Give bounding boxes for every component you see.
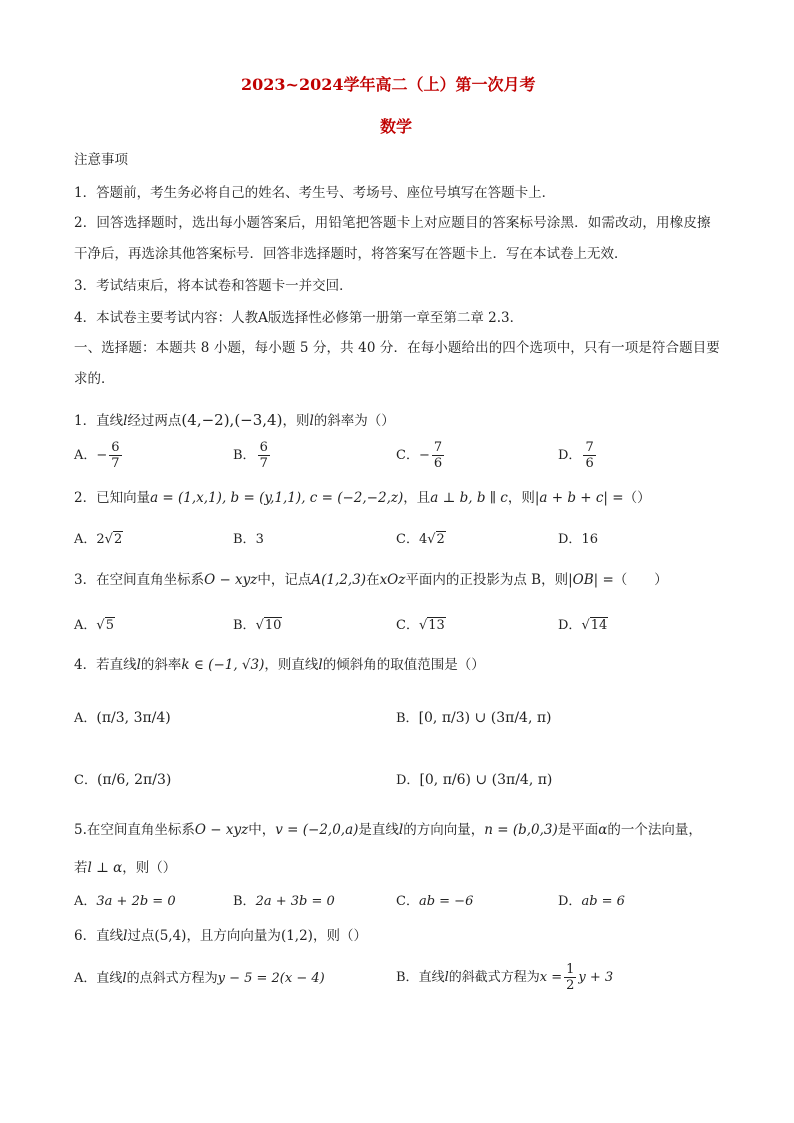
- question-3: 3．在空间直角坐标系O − xyz中，记点A(1,2,3)在xOz平面内的正投影为点 B，则|OB| =（ ）: [74, 572, 668, 588]
- q6-option-b: B．直线l的斜截式方程为x = $\frac{1}{2}$ y + 3: [396, 962, 614, 993]
- question-6: 6．直线l过点(5,4)，且方向向量为(1,2)，则（）: [74, 928, 367, 944]
- q5-option-d: D．ab = 6: [558, 894, 625, 909]
- q4-option-a: A．(π/3, 3π/4): [74, 710, 171, 726]
- subject-title: 数学: [380, 117, 413, 136]
- q2-option-b: B．3: [233, 532, 264, 547]
- section-heading-cont: 求的．: [74, 371, 115, 387]
- q4-option-b: B．[0, π/3) ∪ (3π/4, π): [396, 710, 552, 726]
- q3-option-c: C．√13: [396, 618, 445, 633]
- q1-option-c: C．− $\frac{7}{6}$: [396, 440, 443, 471]
- q6-option-a: A．直线l的点斜式方程为y − 5 = 2(x − 4): [74, 971, 325, 986]
- q3-option-a: A．√5: [74, 618, 114, 633]
- q1-option-d: D． $\frac{7}{6}$: [558, 440, 594, 471]
- q1-option-b: B． $\frac{6}{7}$: [233, 440, 268, 471]
- question-5-cont: 若l ⊥ α，则（）: [74, 860, 177, 876]
- q2-option-a: A．2√2: [74, 532, 123, 547]
- q1-option-a: A．− $\frac{6}{7}$: [74, 440, 120, 471]
- question-4: 4．若直线l的斜率k ∈ (−1, √3)，则直线l的倾斜角的取值范围是（）: [74, 657, 485, 673]
- note-item: 4．本试卷主要考试内容：人教A版选择性必修第一册第一章至第二章 2.3．: [74, 310, 524, 326]
- q5-option-b: B．2a + 3b = 0: [233, 894, 335, 909]
- question-1: 1．直线l经过两点(4,−2),(−3,4)，则l的斜率为（）: [74, 411, 395, 429]
- note-item: 3．考试结束后，将本试卷和答题卡一并交回．: [74, 278, 353, 294]
- q3-option-b: B．√10: [233, 618, 282, 633]
- exam-title: 2023~2024学年高二（上）第一次月考: [241, 75, 536, 94]
- q4-option-c: C．(π/6, 2π/3): [74, 772, 172, 788]
- q3-option-d: D．√14: [558, 618, 608, 633]
- q2-option-c: C．4√2: [396, 532, 445, 547]
- note-item: 1．答题前，考生务必将自己的姓名、考生号、考场号、座位号填写在答题卡上．: [74, 185, 556, 201]
- note-item: 2．回答选择题时，选出每小题答案后，用铅笔把答题卡上对应题目的答案标号涂黑．如需改动，用橡皮擦: [74, 215, 711, 231]
- question-5: 5.在空间直角坐标系O − xyz中，v = (−2,0,a)是直线l的方向向量，n = (b,0,3)是平面α的一个法向量，: [74, 822, 702, 838]
- question-2: 2．已知向量a = (1,x,1), b = (y,1,1), c = (−2,−2,z)，且a ⊥ b, b ∥ c，则|a + b + c| =（）: [74, 490, 651, 506]
- note-item: 干净后，再选涂其他答案标号．回答非选择题时，将答案写在答题卡上．写在本试卷上无效．: [74, 246, 628, 262]
- notes-heading: 注意事项: [74, 152, 128, 168]
- q4-option-d: D．[0, π/6) ∪ (3π/4, π): [396, 772, 553, 788]
- q5-option-c: C．ab = −6: [396, 894, 474, 909]
- section-heading: 一、选择题：本题共 8 小题，每小题 5 分，共 40 分．在每小题给出的四个选项中，只有一项是符合题目要: [74, 340, 720, 356]
- q2-option-d: D．16: [558, 532, 598, 547]
- q5-option-a: A．3a + 2b = 0: [74, 894, 176, 909]
